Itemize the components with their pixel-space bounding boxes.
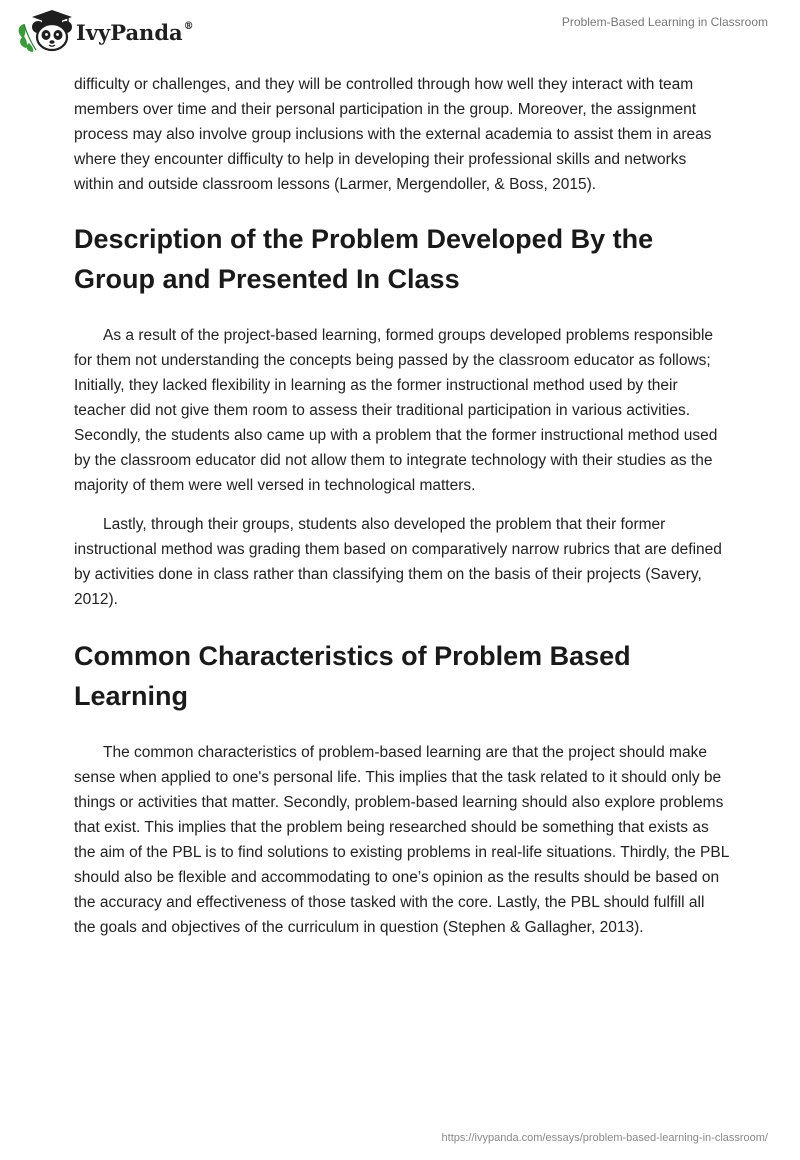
panda-graduate-icon xyxy=(14,8,72,54)
document-title: Problem-Based Learning in Classroom xyxy=(561,15,768,29)
essay-content xyxy=(74,72,730,940)
registered-mark: ® xyxy=(183,20,194,32)
section-2-paragraph-1: The common characteristics of problem-based learning are that the project should make sense when applied to one's personal life. This implies that the task related to it should only be things or activities that matter. Secondly, problem-based learning should also explore problems that exist. This implies that the problem being researched should be something that exists as the aim of the PBL is to find solutions to existing problems in real-life situations. Thirdly, the PBL should also be flexible and accommodating to one’s opinion as the results should be based on the accuracy and effectiveness of those tasked with the core. Lastly, the PBL should fulfill all the goals and objectives of the curriculum in question (Stephen & Gallagher, 2013). xyxy=(74,744,729,936)
source-url[interactable]: https://ivypanda.com/essays/problem-based-learning-in-classroom/ xyxy=(441,1132,768,1144)
intro-paragraph: difficulty or challenges, and they will be controlled through how well they interact with team members over time and their personal participation in the group. Moreover, the assignment process may also involve group inclusions with the external academia to assist them in areas where they encounter difficulty to help in developing their professional skills and networks within and outside classroom lessons (Larmer, Mergendoller, & Boss, 2015). xyxy=(74,76,712,193)
page-header xyxy=(0,0,800,64)
ivypanda-logo[interactable] xyxy=(14,8,194,54)
section-1-paragraph-1: As a result of the project-based learning, formed groups developed problems responsible for them not understanding the concepts being passed by the classroom educator as follows; Initially, they lacked flexibility in learning as the former instructional method used by their teacher did not give them room to assess their traditional participation in various activities. Secondly, the students also came up with a problem that the former instructional method used by the classroom educator did not allow them to integrate technology with their studies as the majority of them were well versed in technological matters. xyxy=(74,327,718,494)
section-heading-problem-description: Description of the Problem Developed By the Group and Presented In Class xyxy=(74,224,654,294)
section-heading-common-characteristics: Common Characteristics of Problem Based Learning xyxy=(74,641,631,711)
section-1-paragraph-2: Lastly, through their groups, students also developed the problem that their former instructional method was grading them based on comparatively narrow rubrics that are defined by activities done in class rather than classifying them on the basis of their projects (Savery, 2012). xyxy=(74,516,722,608)
brand-name: IvyPanda® xyxy=(76,19,194,45)
